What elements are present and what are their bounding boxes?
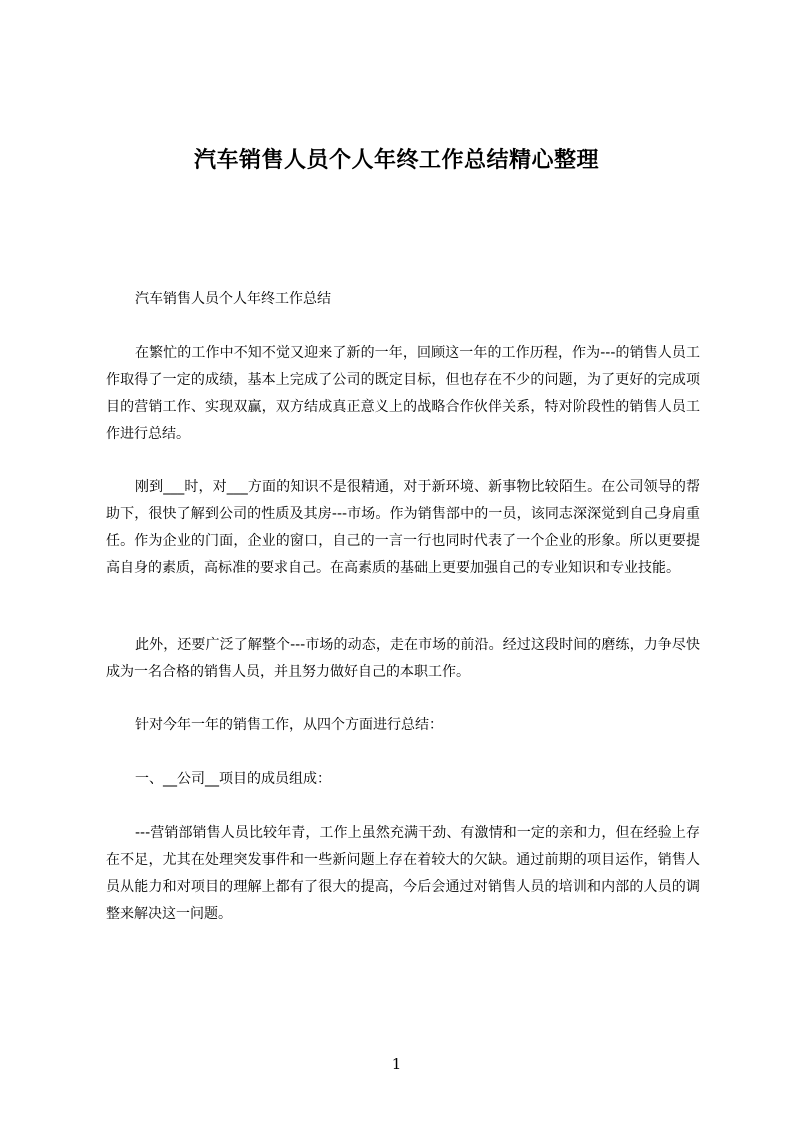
paragraph-market: 此外，还要广泛了解整个---市场的动态，走在市场的前沿。经过这段时间的磨练，力争尽快成为一名合格的销售人员，并且努力做好自己的本职工作。 [106,637,700,680]
document-title: 汽车销售人员个人年终工作总结精心整理 [193,148,599,173]
section-heading: 汽车销售人员个人年终工作总结 [135,291,331,307]
list-item-heading: 一、__公司__项目的成员组成： [135,771,331,787]
page-number: 1 [391,1055,402,1073]
paragraph-arrival: 刚到___时，对___方面的知识不是很精通，对于新环境、新事物比较陌生。在公司领导的帮助下，很快了解到公司的性质及其房---市场。作为销售部中的一员，该同志深深觉到自己身肩重任。作为企业的门面，企业的窗口，自己的一言一行也同时代表了一个企业的形象。所以更要提高自身的素质，高标准的要求自己。在高素质的基础上更要加强自己的专业知识和专业技能。 [106,479,700,576]
paragraph-intro: 在繁忙的工作中不知不觉又迎来了新的一年，回顾这一年的工作历程，作为---的销售人员工作取得了一定的成绩，基本上完成了公司的既定目标，但也存在不少的问题，为了更好的完成项目的营销工作、实现双赢，双方结成真正意义上的战略合作伙伴关系，特对阶段性的销售人员工作进行总结。 [106,345,700,442]
paragraph-team: ---营销部销售人员比较年青，工作上虽然充满干劲、有激情和一定的亲和力，但在经验上存在不足，尤其在处理突发事件和一些新问题上存在着较大的欠缺。通过前期的项目运作，销售人员从能力和对项目的理解上都有了很大的提高，今后会通过对销售人员的培训和内部的人员的调整来解决这一问题。 [106,825,700,922]
paragraph-summary-intro: 针对今年一年的销售工作，从四个方面进行总结： [135,717,443,733]
